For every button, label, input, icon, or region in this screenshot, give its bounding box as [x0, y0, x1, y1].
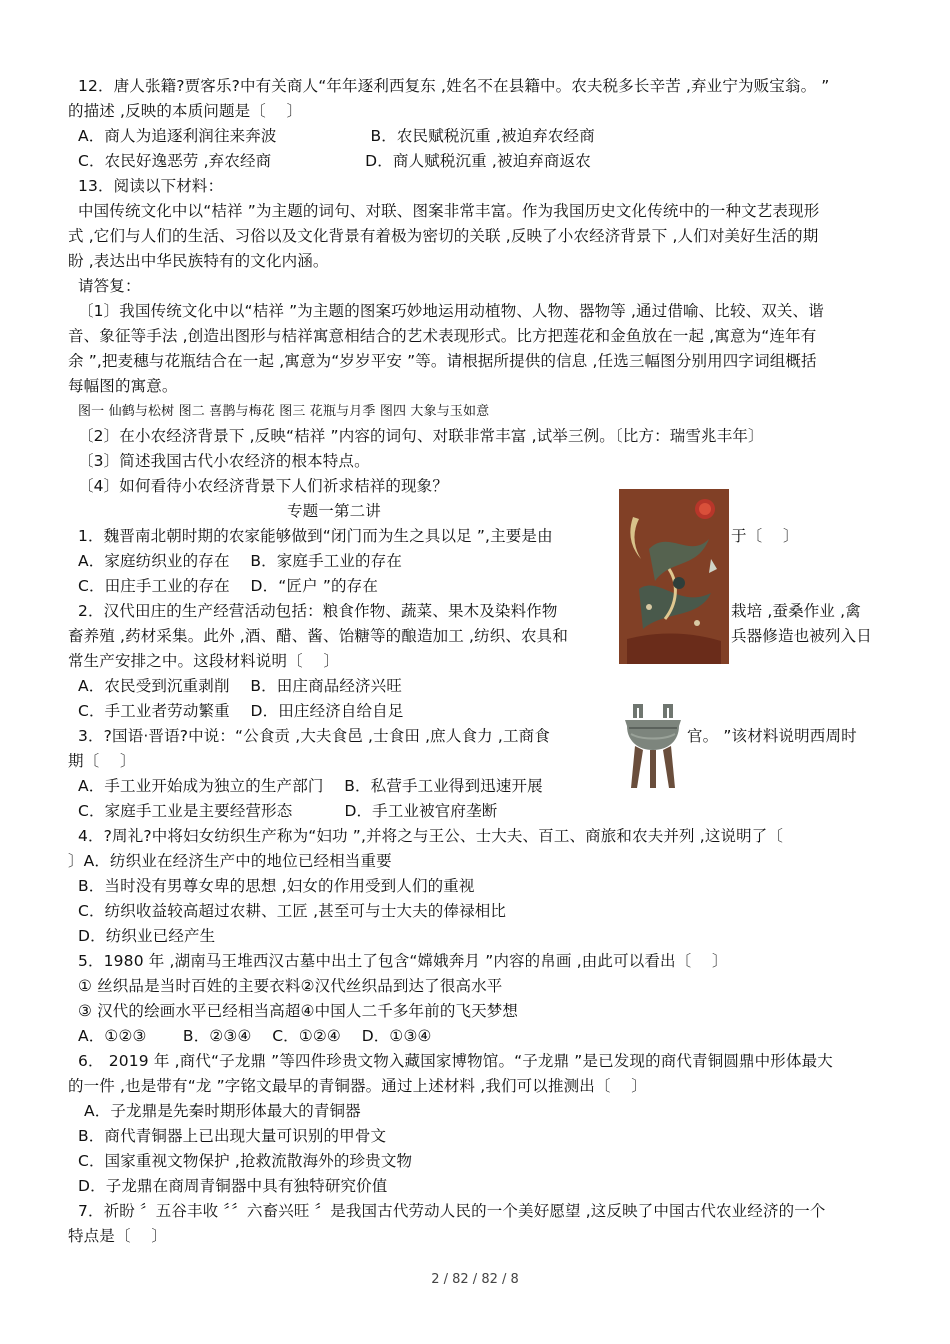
text-line: 栽培 ,蚕桑作业 ,禽: [731, 602, 861, 620]
text-line: 音、象征等手法 ,创造出图形与桔祥寓意相结合的艺术表现形式。比方把莲花和金鱼放在一起 ,寓意为“连年有: [68, 327, 817, 345]
text-line: 〔1〕我国传统文化中以“桔祥 ”为主题的图案巧妙地运用动植物、人物、器物等 ,通过借喻、比较、双关、谐: [78, 302, 824, 320]
option-line: C．农民好逸恶劳 ,弃农经商 D．商人赋税沉重 ,被迫弃商返农: [78, 152, 591, 170]
text-line: 〔3〕简述我国古代小农经济的根本特点。: [78, 452, 370, 470]
page-footer: 2 / 82 / 82 / 8: [431, 1272, 519, 1287]
text-line: 13．阅读以下材料：: [78, 177, 224, 195]
text-line: 1．魏晋南北朝时期的农家能够做到“闭门而为生之具以足 ”,主要是由: [78, 527, 553, 545]
text-line: ③ 汉代的绘画水平已经相当高超④中国人二千多年前的飞天梦想: [78, 1002, 519, 1020]
option-line: D．子龙鼎在商周青铜器中具有独特研究价值: [78, 1177, 388, 1195]
text-line: 6． 2019 年 ,商代“子龙鼎 ”等四件珍贵文物入藏国家博物馆。“子龙鼎 ”是已发现的商代青铜圆鼎中形体最大: [78, 1052, 833, 1070]
text-line: 12．唐人张籍?贾客乐?中有关商人“年年逐利西复东 ,姓名不在县籍中。农夫税多长辛苦 ,弃业宁为贩宝翁。 ”: [78, 77, 830, 95]
text-line: 式 ,它们与人们的生活、习俗以及文化背景有着极为密切的关联 ,反映了小农经济背景下 ,人们对美好生活的期: [68, 227, 819, 245]
option-line: D．纺织业已经产生: [78, 927, 216, 945]
section-title: 专题一第二讲: [287, 502, 381, 520]
text-line: 〕A．纺织业在经济生产中的地位已经相当重要: [68, 852, 392, 870]
text-line: 余 ”,把麦穗与花瓶结合在一起 ,寓意为“岁岁平安 ”等。请根据所提供的信息 ,任选三幅图分别用四字词组概括: [68, 352, 817, 370]
text-line: 3．?国语·晋语?中说：“公食贡 ,大夫食邑 ,士食田 ,庶人食力 ,工商食: [78, 727, 550, 745]
option-line: A．①②③ B．②③④ C．①②④ D．①③④: [78, 1027, 432, 1045]
text-line: 于〔 〕: [731, 527, 799, 545]
option-line: A．手工业开始成为独立的生产部门 B．私营手工业得到迅速开展: [78, 777, 543, 795]
text-line: 的描述 ,反映的本质问题是〔 〕: [68, 102, 303, 120]
text-line: 的一件 ,也是带有“龙 ”字铭文最早的青铜器。通过上述材料 ,我们可以推测出〔 〕: [68, 1077, 647, 1095]
option-line: B．商代青铜器上已出现大量可识别的甲骨文: [78, 1127, 387, 1145]
text-line: 4．?周礼?中将妇女纺织生产称为“妇功 ”,并将之与王公、士大夫、百工、商旅和农夫并列 ,这说明了〔: [78, 827, 784, 845]
option-line: C．田庄手工业的存在 D．“匠户 ”的存在: [78, 577, 378, 595]
text-line: 每幅图的寓意。: [68, 377, 178, 395]
text-line: 官。 ”该材料说明西周时: [687, 727, 857, 745]
text-line: 畜养殖 ,药材采集。此外 ,酒、醋、酱、饴糖等的酿造加工 ,纺织、农具和: [68, 627, 568, 645]
text-line: 常生产安排之中。这段材料说明〔 〕: [68, 652, 340, 670]
option-line: A．商人为追逐利润往来奔波 B．农民赋税沉重 ,被迫弃农经商: [78, 127, 595, 145]
option-line: A．农民受到沉重剥削 B．田庄商品经济兴旺: [78, 677, 402, 695]
text-line: 〔2〕在小农经济背景下 ,反映“桔祥 ”内容的词句、对联非常丰富 ,试举三例。〔比方：瑞雪兆丰年〕: [78, 427, 764, 445]
text-line: 盼 ,表达出中华民族特有的文化内涵。: [68, 252, 329, 270]
text-line: 〔4〕如何看待小农经济背景下人们祈求桔祥的现象？: [78, 477, 448, 495]
silk-painting-graphic: [619, 489, 729, 664]
text-line: 特点是〔 〕: [68, 1227, 167, 1245]
option-line: C．国家重视文物保护 ,抢救流散海外的珍贵文物: [78, 1152, 413, 1170]
option-line: A．家庭纺织业的存在 B．家庭手工业的存在: [78, 552, 402, 570]
text-line: 期〔 〕: [68, 752, 136, 770]
text-line: 中国传统文化中以“桔祥 ”为主题的词句、对联、图案非常丰富。作为我国历史文化传统中的一种文艺表现形: [78, 202, 820, 220]
text-line: 5．1980 年 ,湖南马王堆西汉古墓中出土了包含“嫦娥奔月 ”内容的帛画 ,由此可以看出〔 〕: [78, 952, 728, 970]
option-line: C．家庭手工业是主要经营形态 D．手工业被官府垄断: [78, 802, 498, 820]
text-line: ① 丝织品是当时百姓的主要衣料②汉代丝织品到达了很高水平: [78, 977, 503, 995]
text-line: 请答复：: [78, 277, 141, 295]
silk-painting-image: [619, 489, 729, 664]
text-line: 7．祈盼 〞五谷丰收 〞〞六畜兴旺 〞是我国古代劳动人民的一个美好愿望 ,这反映了中国古代农业经济的一个: [78, 1202, 826, 1220]
bronze-ding-graphic: [621, 700, 685, 792]
option-line: A．子龙鼎是先秦时期形体最大的青铜器: [84, 1102, 361, 1120]
option-line: B．当时没有男尊女卑的思想 ,妇女的作用受到人们的重视: [78, 877, 475, 895]
option-line: C．手工业者劳动繁重 D．田庄经济自给自足: [78, 702, 404, 720]
text-line: 兵器修造也被列入日: [731, 627, 872, 645]
figure-caption-line: 图一 仙鹤与松树 图二 喜鹊与梅花 图三 花瓶与月季 图四 大象与玉如意: [78, 404, 490, 419]
text-line: 2．汉代田庄的生产经营活动包括：粮食作物、蔬菜、果木及染料作物: [78, 602, 558, 620]
bronze-ding-image: [621, 700, 685, 792]
option-line: C．纺织收益较高超过农耕、工匠 ,甚至可与士大夫的俸禄相比: [78, 902, 507, 920]
